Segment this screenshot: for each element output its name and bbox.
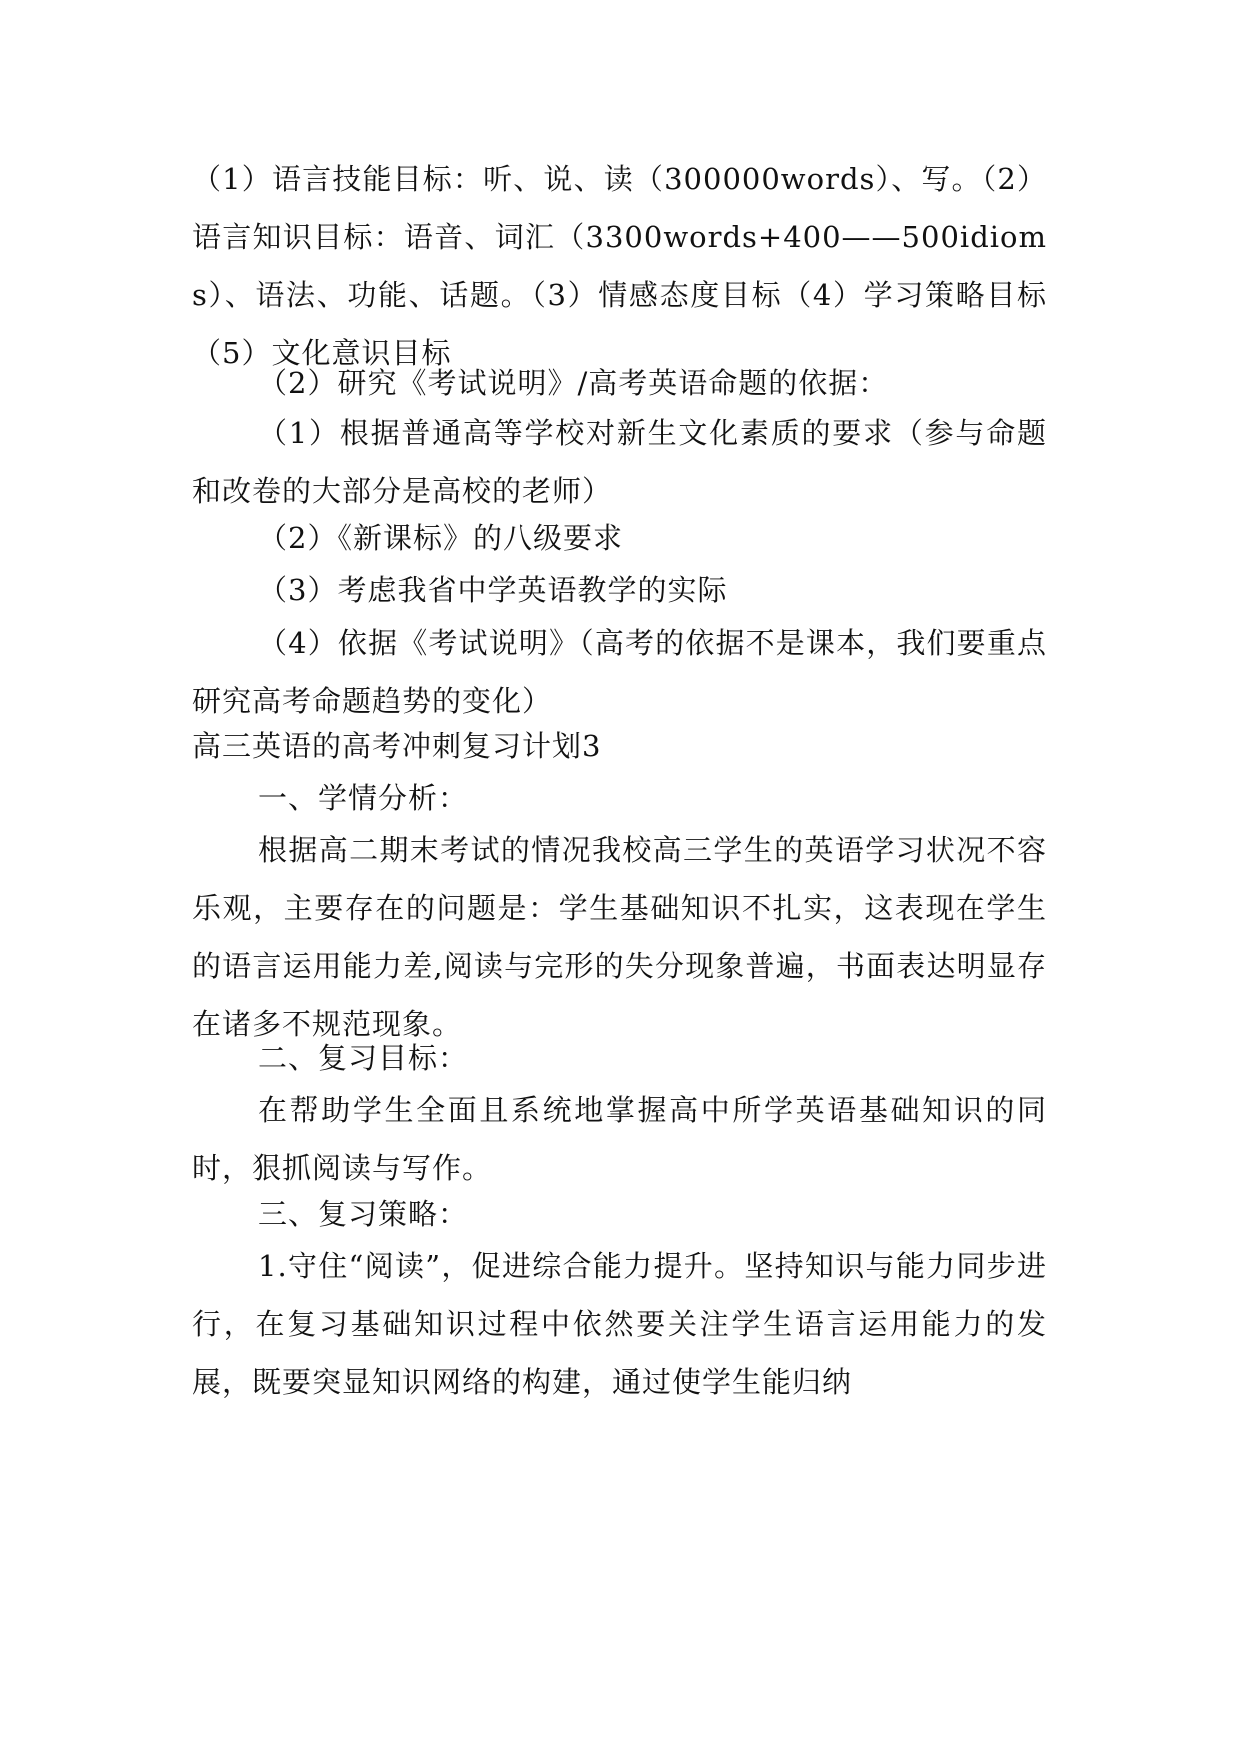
paragraph-strategy-1: 1.守住“阅读”，促进综合能力提升。坚持知识与能力同步进行，在复习基础知识过程中依然要关注学生语言运用能力的发展，既要突显知识网络的构建，通过使学生能归纳 xyxy=(192,1249,1047,1399)
paragraph-language-goals: （1）语言技能目标：听、说、读（300000words）、写。（2）语言知识目标：语音、词汇（3300words+400——500idioms）、语法、功能、话题。（3）情感态度目标（4）学习策略目标（5）文化意识目标 xyxy=(192,162,1047,370)
section-heading-strategy: 三、复习策略： xyxy=(258,1197,469,1231)
section-heading-goals: 二、复习目标： xyxy=(258,1041,469,1075)
paragraph-basis-4: （4）依据《考试说明》（高考的依据不是课本，我们要重点研究高考命题趋势的变化） xyxy=(192,626,1047,718)
paragraph-basis-1: （1）根据普通高等学校对新生文化素质的要求（参与命题和改卷的大部分是高校的老师） xyxy=(192,416,1047,508)
paragraph-goals: 在帮助学生全面且系统地掌握高中所学英语基础知识的同时，狠抓阅读与写作。 xyxy=(192,1093,1047,1185)
paragraph-basis-2: （2）《新课标》的八级要求 xyxy=(258,521,623,555)
paragraph-analysis: 根据高二期末考试的情况我校高三学生的英语学习状况不容乐观，主要存在的问题是：学生基础知识不扎实，这表现在学生的语言运用能力差,阅读与完形的失分现象普遍，书面表达明显存在诸多不规范现象。 xyxy=(192,833,1047,1041)
paragraph-exam-basis-heading: （2）研究《考试说明》/高考英语命题的依据： xyxy=(258,366,889,400)
paragraph-basis-3: （3）考虑我省中学英语教学的实际 xyxy=(258,573,728,607)
section-heading-analysis: 一、学情分析： xyxy=(258,781,469,815)
plan-title: 高三英语的高考冲刺复习计划3 xyxy=(192,729,602,763)
